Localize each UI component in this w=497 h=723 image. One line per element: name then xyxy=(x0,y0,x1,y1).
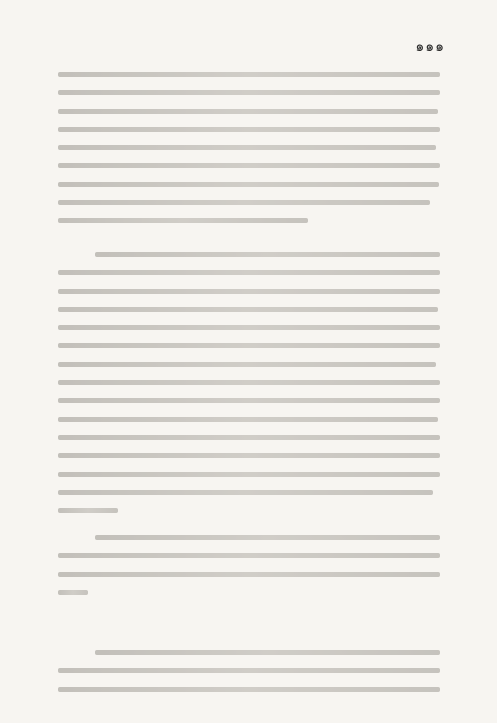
paragraph-2 xyxy=(58,252,440,526)
paragraph-3 xyxy=(58,535,440,608)
page-number: ๑๑๑ xyxy=(415,39,445,55)
paragraph-4 xyxy=(58,650,440,705)
paragraph-1 xyxy=(58,72,440,237)
